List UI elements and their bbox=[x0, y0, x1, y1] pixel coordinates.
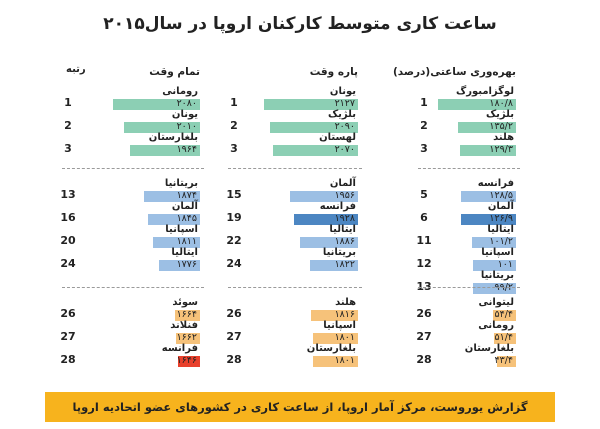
rank-number: 24 bbox=[60, 257, 76, 270]
rank-number: 27 bbox=[226, 330, 242, 343]
value-label: ۱۰۱ bbox=[497, 259, 513, 270]
country-label: یونان bbox=[171, 109, 198, 120]
group-separator bbox=[418, 168, 520, 169]
country-label: فرانسه bbox=[477, 178, 514, 189]
rank-number: 26 bbox=[60, 307, 76, 320]
value-label: ۹۹/۲ bbox=[494, 282, 513, 293]
rank-number: 13 bbox=[60, 188, 76, 201]
value-label: ۱۶۶۴ bbox=[176, 309, 197, 320]
country-label: بریتانیا bbox=[164, 178, 198, 189]
value-label: ۱۸۲۲ bbox=[334, 259, 355, 270]
country-label: آلمان bbox=[487, 201, 514, 212]
rank-header: رتبه bbox=[66, 64, 86, 75]
rank-number: 5 bbox=[420, 188, 428, 201]
rank-number: 24 bbox=[226, 257, 242, 270]
rank-number: 1 bbox=[230, 96, 238, 109]
rank-number: 1 bbox=[420, 96, 428, 109]
rank-number: 2 bbox=[230, 119, 238, 132]
value-label: ۲۰۷۰ bbox=[334, 144, 355, 155]
rank-number: 26 bbox=[416, 307, 432, 320]
source-footer: گزارش یوروست، مرکز آمار اروپا، از ساعت کاری در کشورهای عضو اتحادیه اروپا bbox=[45, 392, 555, 422]
value-label: ۱۹۵۶ bbox=[334, 190, 355, 201]
country-label: بلغارستان bbox=[148, 132, 198, 143]
value-label: ۱۸۰/۸ bbox=[489, 98, 513, 109]
country-label: اسپانیا bbox=[481, 247, 514, 258]
column-header: تمام وقت bbox=[149, 66, 200, 78]
rank-number: 3 bbox=[230, 142, 238, 155]
country-label: یونان bbox=[329, 86, 356, 97]
rank-number: 2 bbox=[420, 119, 428, 132]
value-label: ۲۰۱۰ bbox=[176, 121, 197, 132]
value-label: ۲۰۹۰ bbox=[334, 121, 355, 132]
country-label: بریتانیا bbox=[322, 247, 356, 258]
country-label: رومانی bbox=[478, 320, 514, 331]
country-label: بریتانیا bbox=[480, 270, 514, 281]
rank-number: 6 bbox=[420, 211, 428, 224]
rank-number: 11 bbox=[416, 234, 432, 247]
country-label: آلمان bbox=[329, 178, 356, 189]
country-label: بلغارستان bbox=[464, 343, 514, 354]
rank-number: 1 bbox=[64, 96, 72, 109]
country-label: فرانسه bbox=[319, 201, 356, 212]
rank-number: 15 bbox=[226, 188, 242, 201]
rank-number: 13 bbox=[416, 280, 432, 293]
country-label: رومانی bbox=[162, 86, 198, 97]
rank-number: 3 bbox=[64, 142, 72, 155]
country-label: بلغارستان bbox=[306, 343, 356, 354]
value-label: ۱۶۶۲ bbox=[176, 332, 197, 343]
value-label: ۱۸۸۶ bbox=[334, 236, 355, 247]
column-header: پاره وقت bbox=[309, 66, 358, 78]
value-label: ۲۱۲۷ bbox=[334, 98, 355, 109]
rank-number: 2 bbox=[64, 119, 72, 132]
country-label: اسپانیا bbox=[165, 224, 198, 235]
value-label: ۱۶۴۶ bbox=[176, 355, 197, 366]
rank-number: 27 bbox=[60, 330, 76, 343]
value-label: ۱۸۷۴ bbox=[176, 190, 197, 201]
rank-number: 28 bbox=[416, 353, 432, 366]
rank-number: 20 bbox=[60, 234, 76, 247]
group-separator bbox=[228, 168, 362, 169]
country-label: لوگزامبورگ bbox=[455, 86, 514, 97]
group-separator bbox=[228, 287, 362, 288]
value-label: ۴۳/۴ bbox=[494, 355, 513, 366]
rank-number: 26 bbox=[226, 307, 242, 320]
chart-title: ساعت کاری متوسط کارکنان اروپا در سال۲۰۱۵ bbox=[103, 14, 497, 34]
country-label: اسپانیا bbox=[323, 320, 356, 331]
group-separator bbox=[62, 168, 204, 169]
value-label: ۱۷۷۶ bbox=[176, 259, 197, 270]
value-label: ۱۹۲۸ bbox=[334, 213, 355, 224]
country-label: سوئد bbox=[172, 297, 198, 308]
country-label: ایتالیا bbox=[487, 224, 514, 235]
country-label: فنلاند bbox=[170, 320, 198, 331]
country-label: بلژیک bbox=[485, 109, 514, 120]
value-label: ۱۲۶/۹ bbox=[489, 213, 513, 224]
group-separator bbox=[62, 287, 204, 288]
value-label: ۱۳۵/۲ bbox=[489, 121, 513, 132]
country-label: فرانسه bbox=[161, 343, 198, 354]
value-label: ۱۰۱/۲ bbox=[489, 236, 513, 247]
country-label: ایتالیا bbox=[171, 247, 198, 258]
value-label: ۱۸۱۱ bbox=[176, 236, 197, 247]
value-label: ۱۹۶۴ bbox=[176, 144, 197, 155]
rank-number: 22 bbox=[226, 234, 242, 247]
value-label: ۱۸۰۱ bbox=[334, 332, 355, 343]
rank-number: 16 bbox=[60, 211, 76, 224]
column-header: بهره‌وری ساعتی(درصد) bbox=[392, 66, 516, 78]
country-label: بلژیک bbox=[327, 109, 356, 120]
country-label: لهستان bbox=[319, 132, 356, 143]
value-label: ۱۲۸/۵ bbox=[489, 190, 513, 201]
rank-number: 19 bbox=[226, 211, 242, 224]
rank-number: 28 bbox=[226, 353, 242, 366]
value-label: ۵۱/۴ bbox=[494, 332, 513, 343]
country-label: ایتالیا bbox=[329, 224, 356, 235]
country-label: لیتوانی bbox=[478, 297, 514, 308]
value-label: ۲۰۸۰ bbox=[176, 98, 197, 109]
value-label: ۱۲۹/۳ bbox=[489, 144, 513, 155]
group-separator bbox=[418, 287, 520, 288]
value-label: ۱۸۴۵ bbox=[176, 213, 197, 224]
country-label: هلند bbox=[493, 132, 514, 143]
country-label: آلمان bbox=[171, 201, 198, 212]
value-label: ۱۸۰۱ bbox=[334, 355, 355, 366]
country-label: هلند bbox=[335, 297, 356, 308]
rank-number: 3 bbox=[420, 142, 428, 155]
rank-number: 28 bbox=[60, 353, 76, 366]
value-label: ۱۸۱۶ bbox=[334, 309, 355, 320]
rank-number: 27 bbox=[416, 330, 432, 343]
value-label: ۵۴/۴ bbox=[494, 309, 513, 320]
rank-number: 12 bbox=[416, 257, 432, 270]
